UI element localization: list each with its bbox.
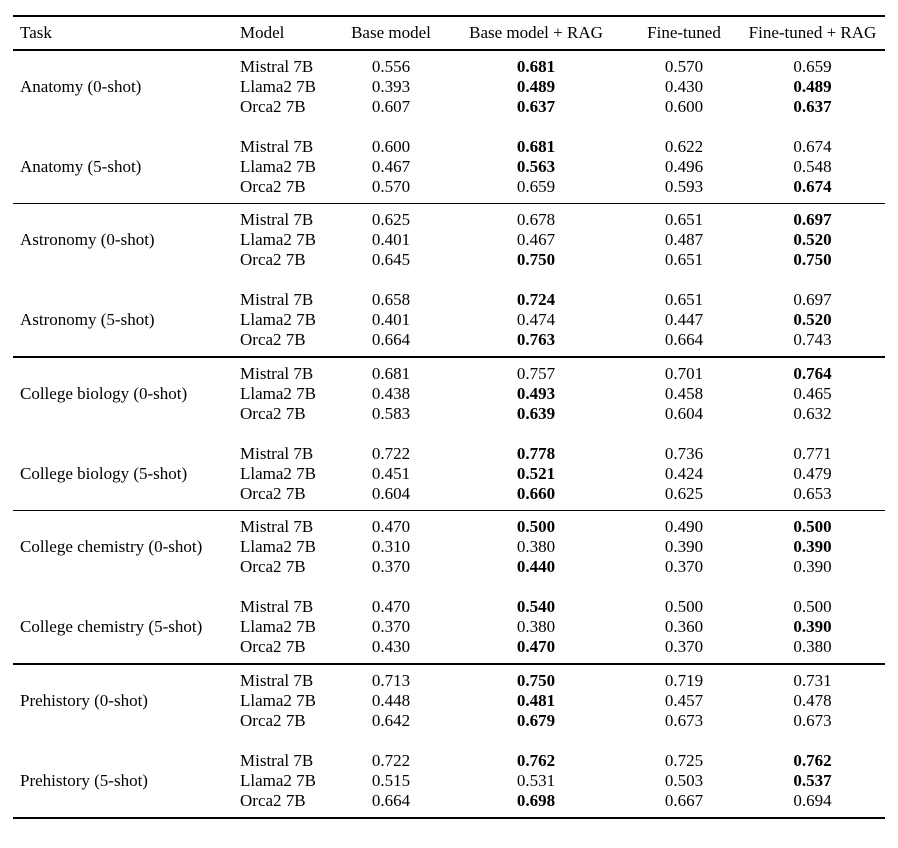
score-value: 0.604 <box>664 403 704 423</box>
model-name: Orca2 7B <box>240 637 306 657</box>
model-name: Llama2 7B <box>240 617 317 637</box>
task-block <box>13 57 885 117</box>
model-name: Orca2 7B <box>240 96 306 116</box>
score-value: 0.678 <box>516 210 556 230</box>
task-label: Prehistory (5-shot) <box>20 770 148 790</box>
task-label: Anatomy (5-shot) <box>20 156 142 176</box>
score-value: 0.763 <box>516 330 556 350</box>
score-value: 0.722 <box>371 443 411 463</box>
model-name: Llama2 7B <box>240 310 317 330</box>
score-value: 0.743 <box>793 330 832 350</box>
score-value: 0.632 <box>793 403 832 423</box>
score-value: 0.458 <box>664 383 704 403</box>
score-value: 0.764 <box>793 363 832 383</box>
score-value: 0.651 <box>664 290 704 310</box>
task-label: College chemistry (5-shot) <box>20 617 203 637</box>
score-value: 0.736 <box>664 443 704 463</box>
task-section <box>13 204 885 356</box>
score-value: 0.370 <box>371 557 411 577</box>
model-name: Orca2 7B <box>240 176 306 196</box>
task-label: Astronomy (0-shot) <box>20 230 155 250</box>
score-value: 0.622 <box>664 136 704 156</box>
score-value: 0.639 <box>516 403 556 423</box>
score-value: 0.600 <box>664 96 704 116</box>
score-value: 0.667 <box>664 790 704 810</box>
model-name: Llama2 7B <box>240 690 317 710</box>
score-value: 0.479 <box>793 463 832 483</box>
score-value: 0.563 <box>516 156 556 176</box>
score-value: 0.570 <box>371 176 411 196</box>
score-value: 0.762 <box>516 750 556 770</box>
score-value: 0.713 <box>371 670 411 690</box>
table-header-row <box>13 17 885 49</box>
score-value: 0.694 <box>793 790 832 810</box>
score-value: 0.380 <box>516 617 556 637</box>
score-value: 0.548 <box>793 156 832 176</box>
score-value: 0.697 <box>793 290 832 310</box>
score-value: 0.503 <box>664 770 704 790</box>
score-value: 0.681 <box>516 136 556 156</box>
task-section <box>13 665 885 817</box>
score-value: 0.370 <box>371 617 411 637</box>
score-value: 0.370 <box>664 557 704 577</box>
score-value: 0.664 <box>371 790 411 810</box>
model-name: Mistral 7B <box>240 56 314 76</box>
model-name: Orca2 7B <box>240 403 306 423</box>
score-value: 0.390 <box>664 537 704 557</box>
score-value: 0.531 <box>516 770 556 790</box>
score-value: 0.659 <box>516 176 556 196</box>
score-value: 0.520 <box>793 230 832 250</box>
column-header-base-model-rag: Base model + RAG <box>469 23 603 42</box>
score-value: 0.698 <box>516 790 556 810</box>
score-value: 0.659 <box>793 56 832 76</box>
score-value: 0.496 <box>664 156 704 176</box>
score-value: 0.467 <box>516 230 556 250</box>
model-name: Llama2 7B <box>240 76 317 96</box>
task-block <box>13 671 885 731</box>
score-value: 0.681 <box>371 363 411 383</box>
score-value: 0.604 <box>371 483 411 503</box>
score-value: 0.537 <box>793 770 832 790</box>
score-value: 0.500 <box>664 597 704 617</box>
column-header-model: Model <box>240 23 285 42</box>
model-name: Mistral 7B <box>240 670 314 690</box>
score-value: 0.658 <box>371 290 411 310</box>
score-value: 0.478 <box>793 690 832 710</box>
score-value: 0.701 <box>664 363 704 383</box>
score-value: 0.778 <box>516 443 556 463</box>
score-value: 0.679 <box>516 710 556 730</box>
model-name: Mistral 7B <box>240 136 314 156</box>
score-value: 0.750 <box>793 250 832 270</box>
score-value: 0.637 <box>516 96 556 116</box>
score-value: 0.447 <box>664 310 704 330</box>
score-value: 0.390 <box>793 537 832 557</box>
task-label: College biology (5-shot) <box>20 463 188 483</box>
model-name: Orca2 7B <box>240 250 306 270</box>
task-block <box>13 210 885 270</box>
score-value: 0.664 <box>664 330 704 350</box>
score-value: 0.762 <box>793 750 832 770</box>
model-name: Mistral 7B <box>240 597 314 617</box>
model-name: Mistral 7B <box>240 210 314 230</box>
score-value: 0.481 <box>516 690 556 710</box>
score-value: 0.487 <box>664 230 704 250</box>
task-block <box>13 290 885 350</box>
score-value: 0.360 <box>664 617 704 637</box>
model-name: Orca2 7B <box>240 790 306 810</box>
model-name: Mistral 7B <box>240 363 314 383</box>
score-value: 0.583 <box>371 403 411 423</box>
score-value: 0.430 <box>371 637 411 657</box>
model-name: Mistral 7B <box>240 290 314 310</box>
score-value: 0.651 <box>664 210 704 230</box>
score-value: 0.697 <box>793 210 832 230</box>
score-value: 0.731 <box>793 670 832 690</box>
score-value: 0.673 <box>664 710 704 730</box>
score-value: 0.370 <box>664 637 704 657</box>
task-label: Prehistory (0-shot) <box>20 690 148 710</box>
score-value: 0.490 <box>664 517 704 537</box>
score-value: 0.401 <box>371 230 411 250</box>
score-value: 0.771 <box>793 443 832 463</box>
score-value: 0.625 <box>371 210 411 230</box>
score-value: 0.540 <box>516 597 556 617</box>
score-value: 0.393 <box>371 76 411 96</box>
score-value: 0.637 <box>793 96 832 116</box>
score-value: 0.674 <box>793 176 832 196</box>
score-value: 0.750 <box>516 250 556 270</box>
task-section <box>13 358 885 510</box>
task-section <box>13 511 885 663</box>
results-table <box>13 15 885 819</box>
score-value: 0.724 <box>516 290 556 310</box>
score-value: 0.642 <box>371 710 411 730</box>
model-name: Mistral 7B <box>240 443 314 463</box>
score-value: 0.470 <box>371 597 411 617</box>
score-value: 0.521 <box>516 463 556 483</box>
score-value: 0.674 <box>793 136 832 156</box>
score-value: 0.470 <box>371 517 411 537</box>
model-name: Llama2 7B <box>240 230 317 250</box>
paper-page <box>0 15 898 848</box>
task-block <box>13 444 885 504</box>
score-value: 0.757 <box>516 363 556 383</box>
model-name: Llama2 7B <box>240 156 317 176</box>
task-block <box>13 751 885 811</box>
score-value: 0.645 <box>371 250 411 270</box>
score-value: 0.607 <box>371 96 411 116</box>
score-value: 0.401 <box>371 310 411 330</box>
score-value: 0.380 <box>793 637 832 657</box>
score-value: 0.457 <box>664 690 704 710</box>
task-section <box>13 51 885 203</box>
score-value: 0.725 <box>664 750 704 770</box>
task-block <box>13 364 885 424</box>
task-block <box>13 597 885 657</box>
score-value: 0.681 <box>516 56 556 76</box>
score-value: 0.719 <box>664 670 704 690</box>
score-value: 0.651 <box>664 250 704 270</box>
score-value: 0.660 <box>516 483 556 503</box>
score-value: 0.470 <box>516 637 556 657</box>
score-value: 0.451 <box>371 463 411 483</box>
score-value: 0.380 <box>516 537 556 557</box>
score-value: 0.556 <box>371 56 411 76</box>
score-value: 0.489 <box>516 76 556 96</box>
task-block <box>13 137 885 197</box>
score-value: 0.467 <box>371 156 411 176</box>
model-name: Orca2 7B <box>240 710 306 730</box>
task-label: Anatomy (0-shot) <box>20 76 142 96</box>
score-value: 0.390 <box>793 617 832 637</box>
score-value: 0.722 <box>371 750 411 770</box>
score-value: 0.474 <box>516 310 556 330</box>
task-label: College chemistry (0-shot) <box>20 537 203 557</box>
task-label: College biology (0-shot) <box>20 383 188 403</box>
model-name: Llama2 7B <box>240 463 317 483</box>
task-block <box>13 517 885 577</box>
column-header-fine-tuned: Fine-tuned <box>647 23 721 42</box>
score-value: 0.500 <box>516 517 556 537</box>
score-value: 0.600 <box>371 136 411 156</box>
column-header-base-model: Base model <box>351 23 431 42</box>
score-value: 0.625 <box>664 483 704 503</box>
score-value: 0.493 <box>516 383 556 403</box>
model-name: Mistral 7B <box>240 517 314 537</box>
score-value: 0.520 <box>793 310 832 330</box>
model-name: Orca2 7B <box>240 483 306 503</box>
task-label: Astronomy (5-shot) <box>20 310 155 330</box>
score-value: 0.570 <box>664 56 704 76</box>
score-value: 0.438 <box>371 383 411 403</box>
score-value: 0.430 <box>664 76 704 96</box>
score-value: 0.750 <box>516 670 556 690</box>
score-value: 0.653 <box>793 483 832 503</box>
results-table-body <box>13 51 885 817</box>
model-name: Llama2 7B <box>240 383 317 403</box>
score-value: 0.664 <box>371 330 411 350</box>
score-value: 0.440 <box>516 557 556 577</box>
score-value: 0.448 <box>371 690 411 710</box>
model-name: Llama2 7B <box>240 770 317 790</box>
score-value: 0.390 <box>793 557 832 577</box>
model-name: Mistral 7B <box>240 750 314 770</box>
column-header-fine-tuned-rag: Fine-tuned + RAG <box>748 23 877 42</box>
score-value: 0.310 <box>371 537 411 557</box>
model-name: Llama2 7B <box>240 537 317 557</box>
score-value: 0.489 <box>793 76 832 96</box>
score-value: 0.465 <box>793 383 832 403</box>
score-value: 0.673 <box>793 710 832 730</box>
model-name: Orca2 7B <box>240 557 306 577</box>
model-name: Orca2 7B <box>240 330 306 350</box>
score-value: 0.593 <box>664 176 704 196</box>
score-value: 0.515 <box>371 770 411 790</box>
column-header-task: Task <box>20 23 52 42</box>
score-value: 0.500 <box>793 597 832 617</box>
bottom-rule <box>13 817 885 819</box>
score-value: 0.424 <box>664 463 704 483</box>
score-value: 0.500 <box>793 517 832 537</box>
